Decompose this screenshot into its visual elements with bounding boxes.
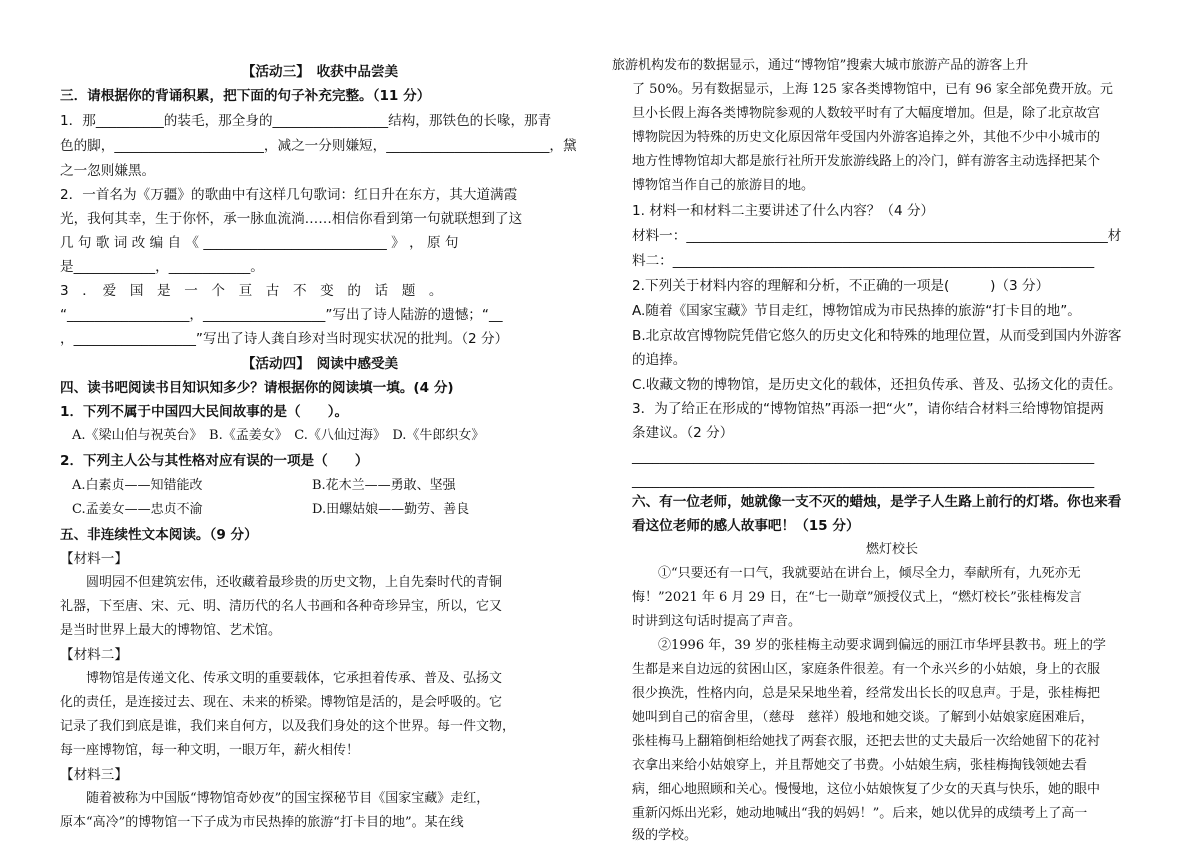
q4-2-option-b: B.花木兰——勇敢、坚强 [312, 478, 456, 493]
q3-title: 三．请根据你的背诵积累，把下面的句子补充完整。（11 分） [60, 88, 431, 104]
q5-title: 五、非连续性文本阅读。（9 分） [60, 527, 258, 543]
q3-3-line: “__________________，__________________”写出了诗人陆游的遗憾；“__ [60, 307, 503, 323]
q3-2-line: 几 句 歌 词 改 编 自 《 ___________________________ 》 ， 原 句 [60, 235, 459, 251]
story-paragraph-2: 很少换洗，性格内向，总是呆呆地坐着，经常发出长长的叹息声。于是，张桂梅把 [632, 686, 1101, 701]
material-2-text: 每一座博物馆，每一种文明，一眼万年，薪火相传！ [60, 743, 360, 758]
story-paragraph-2: 她叫到自己的宿舍里，（慈母 慈祥）般地和她交谈。了解到小姑娘家庭困难后， [632, 710, 1094, 725]
q6-title: 六、有一位老师，她就像一支不灭的蜡烛，是学子人生路上前行的灯塔。你也来看 [632, 494, 1122, 510]
material-3-text: 原本“高冷”的博物馆一下子成为市民热捧的旅游“打卡目的地”。某在线 [60, 815, 464, 830]
story-paragraph-2: 张桂梅马上翻箱倒柜给她找了两套衣服，还把去世的丈夫最后一次给她留下的花衬 [632, 734, 1101, 749]
q4-2-option-c: C.孟姜女——忠贞不渝 [72, 502, 203, 517]
story-paragraph-2: 生都是来自边远的贫困山区，家庭条件很差。有一个永兴乡的小姑娘，身上的衣服 [632, 662, 1101, 677]
q4-1-options: A.《梁山伯与祝英台》 B.《孟姜女》 C.《八仙过海》 D.《牛郎织女》 [72, 428, 485, 443]
material-3-text: 博物院因为特殊的历史文化原因常年受国内外游客追捧之外，其他不少中小城市的 [632, 130, 1101, 145]
activity3-title: 【活动三】 收获中品尝美 [241, 64, 399, 80]
material-3-text: 旅游机构发布的数据显示，通过“博物馆”搜索大城市旅游产品的游客上升 [612, 58, 1029, 73]
story-paragraph-1: 时讲到这句话时提高了声音。 [632, 614, 802, 629]
material-2-label: 【材料二】 [60, 647, 128, 663]
material-1-text: 礼器，下至唐、宋、元、明、清历代的名人书画和各种奇珍异宝，所以，它又 [60, 599, 503, 614]
q3-1-line: 之一忽则嫌黑。 [60, 163, 156, 179]
material-2-text: 记录了我们到底是谁，我们来自何方，以及我们身处的这个世界。每一件文物， [60, 719, 516, 734]
r-question-1-answer: 料二：______________________________________________________________ [632, 253, 1095, 269]
q3-2-line: 光，我何其幸，生于你怀，承一脉血流淌……相信你看到第一句就联想到了这 [60, 211, 523, 227]
q4-title: 四、读书吧阅读书目知识知多少？请根据你的阅读填一填。(4 分) [60, 380, 454, 396]
r-question-2-option-b: 的追捧。 [632, 352, 687, 368]
r-question-1-answer: 材料一：______________________________________________________________材 [632, 228, 1122, 244]
q3-3-line: 3 ． 爱 国 是 一 个 亘 古 不 变 的 话 题 。 [60, 283, 443, 299]
story-title: 燃灯校长 [865, 542, 918, 557]
material-1-text: 是当时世界上最大的博物馆、艺术馆。 [60, 623, 282, 638]
story-paragraph-2: ②1996 年，39 岁的张桂梅主动要求调到偏远的丽江市华坪县教书。班上的学 [632, 638, 1106, 653]
q4-2-option-a: A.白素贞——知错能改 [72, 478, 203, 493]
q6-title: 看这位老师的感人故事吧！（15 分） [632, 518, 860, 534]
r-question-2-option-a: A.随着《国家宝藏》节目走红，博物馆成为市民热捧的旅游“打卡目的地”。 [632, 303, 1081, 319]
r-question-1: 1. 材料一和材料二主要讲述了什么内容？（4 分） [632, 203, 935, 219]
q3-3-line: ，__________________”写出了诗人龚自珍对当时现实状况的批判。（2 分） [60, 331, 509, 347]
q4-2: 2．下列主人公与其性格对应有误的一项是（ ） [60, 453, 369, 469]
story-paragraph-2: 重新闪烁出光彩，她动地喊出“我的妈妈！”。后来，她以优异的成绩考上了高一 [632, 806, 1088, 821]
q4-2-option-d: D.田螺姑娘——勤劳、善良 [312, 502, 470, 517]
material-3-label: 【材料三】 [60, 767, 128, 783]
material-1-label: 【材料一】 [60, 551, 128, 567]
story-paragraph-1: 悔！”2021 年 6 月 29 日，在“七一勋章”颁授仪式上，“燃灯校长”张桂梅发言 [632, 590, 1082, 605]
material-3-text: 博物馆当作自己的旅游目的地。 [632, 178, 815, 193]
material-2-text: 化的责任，是连接过去、现在、未来的桥梁。博物馆是活的，是会呼吸的。它 [60, 695, 503, 710]
answer-line: ____________________________________________________________________ [632, 473, 1095, 489]
r-question-2-option-b: B.北京故宫博物院凭借它悠久的历史文化和特殊的地理位置，从而受到国内外游客 [632, 328, 1122, 344]
r-question-2: 2.下列关于材料内容的理解和分析，不正确的一项是( )（3 分） [632, 278, 1050, 294]
story-paragraph-2: 病，细心地照顾和关心。慢慢地，这位小姑娘恢复了少女的天真与快乐，她的眼中 [632, 782, 1101, 797]
q3-1-line: 色的脚，______________________，减之一分则嫌短，________________________，黛 [60, 138, 577, 154]
q3-2-line: 是____________，____________。 [60, 259, 264, 275]
activity4-title: 【活动四】 阅读中感受美 [241, 356, 399, 372]
material-1-text: 圆明园不但建筑宏伟，还收藏着最珍贵的历史文物，上自先秦时代的青铜 [60, 575, 503, 590]
q3-1-line: 1．那__________的装毛，那全身的_________________结构，那铁色的长喙，那青 [60, 113, 552, 129]
r-question-3: 条建议。（2 分） [632, 425, 734, 441]
material-3-text: 随着被称为中国版“博物馆奇妙夜”的国宝探秘节目《国家宝藏》走红， [60, 791, 490, 806]
story-paragraph-2: 级的学校。 [632, 828, 698, 843]
answer-line: ____________________________________________________________________ [632, 449, 1095, 465]
material-2-text: 博物馆是传递文化、传承文明的重要载体，它承担着传承、普及、弘扬文 [60, 671, 503, 686]
r-question-3: 3．为了给正在形成的“博物馆热”再添一把“火”，请你结合材料三给博物馆提两 [632, 401, 1104, 417]
material-3-text: 地方性博物馆却大都是旅行社所开发旅游线路上的冷门，鲜有游客主动选择把某个 [632, 154, 1101, 169]
q4-1: 1．下列不属于中国四大民间故事的是（ ）。 [60, 404, 349, 420]
material-3-text: 旦小长假上海各类博物院参观的人数较平时有了大幅度增加。但是，除了北京故宫 [632, 106, 1101, 121]
q3-2-line: 2．一首名为《万疆》的歌曲中有这样几句歌词：红日升在东方，其大道满霞 [60, 187, 518, 203]
story-paragraph-1: ①“只要还有一口气，我就要站在讲台上，倾尽全力，奉献所有，九死亦无 [632, 566, 1081, 581]
material-3-text: 了 50%。另有数据显示，上海 125 家各类博物馆中，已有 96 家全部免费开放。元 [632, 82, 1113, 97]
r-question-2-option-c: C.收藏文物的博物馆，是历史文化的载体，还担负传承、普及、弘扬文化的责任。 [632, 377, 1122, 393]
story-paragraph-2: 衣拿出来给小姑娘穿上，并且帮她交了书费。小姑娘生病，张桂梅掏钱领她去看 [632, 758, 1088, 773]
